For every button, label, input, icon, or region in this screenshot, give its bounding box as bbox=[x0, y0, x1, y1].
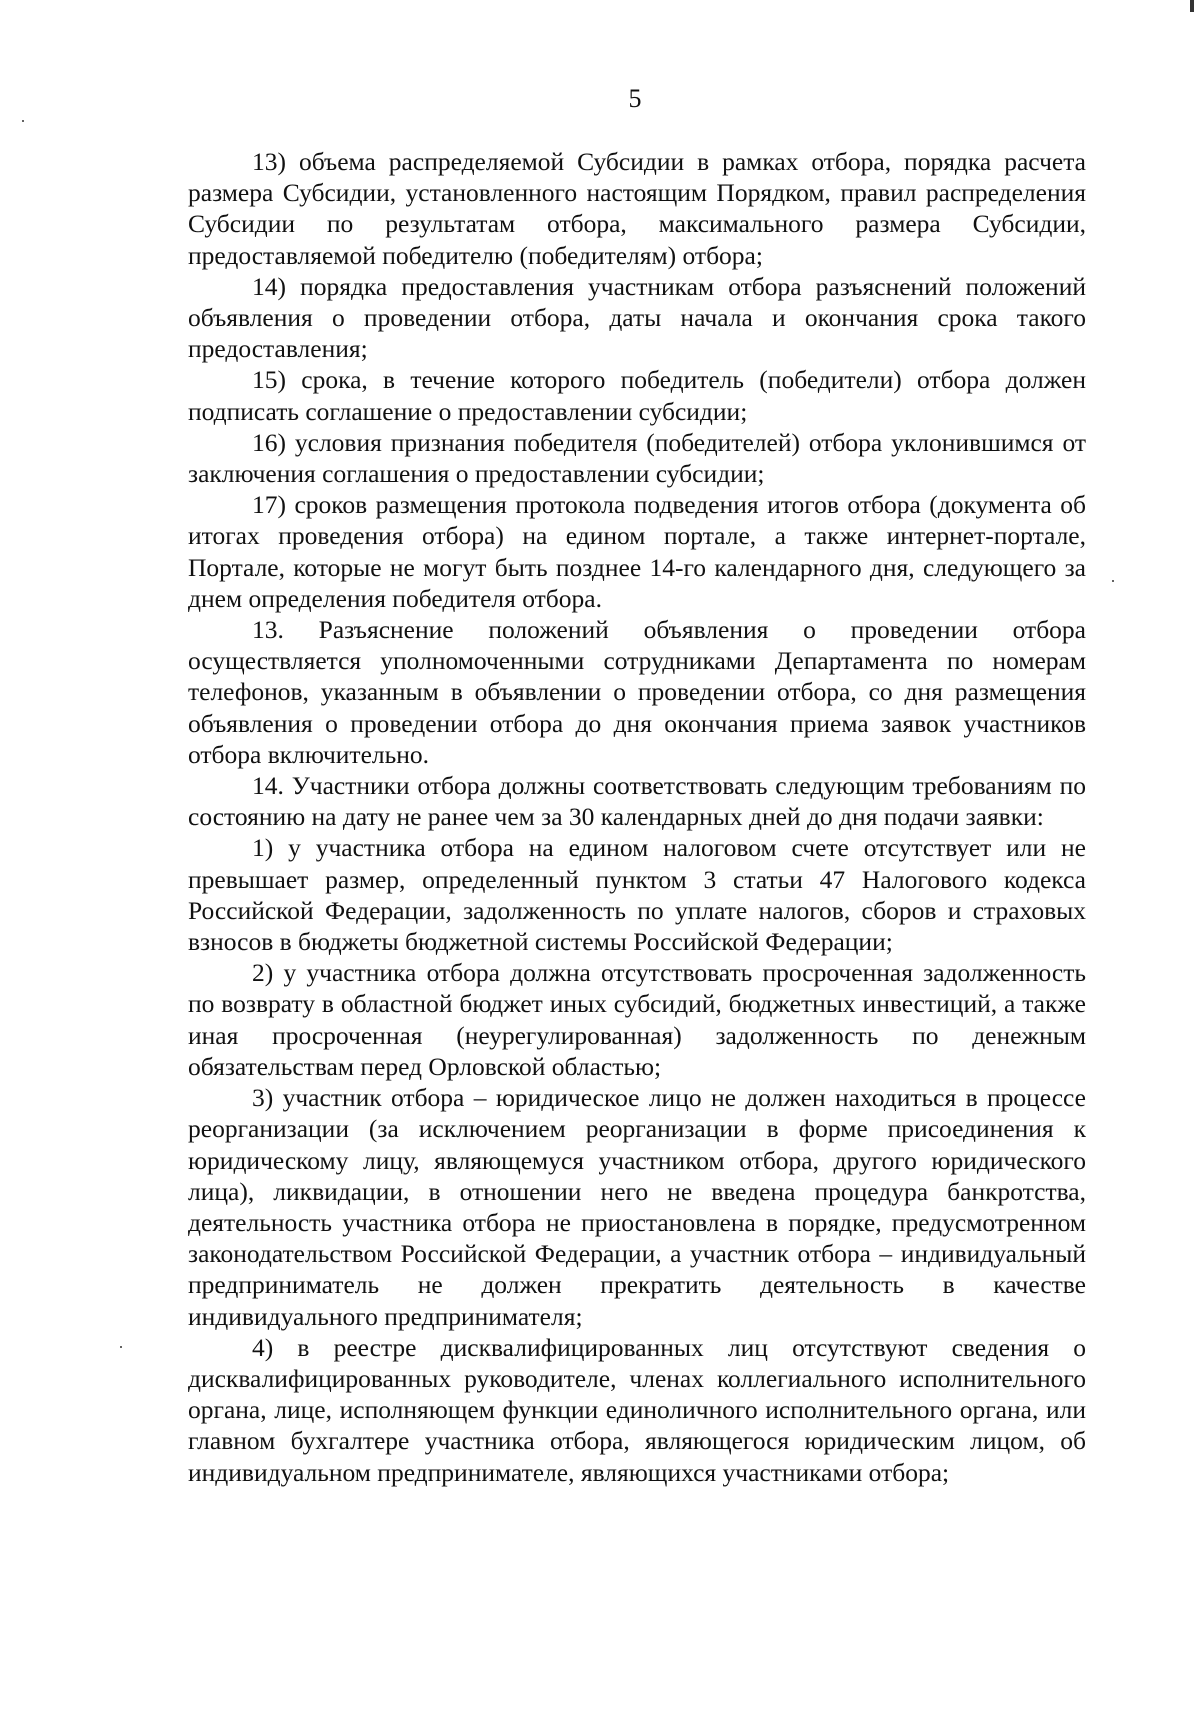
paragraph-item-15: 15) срока, в течение которого победитель (победители) отбора должен подписать соглашение о предоставлении субсидии; bbox=[188, 365, 1086, 426]
document-body bbox=[188, 146, 1086, 1488]
scan-artifact-dot bbox=[1112, 580, 1114, 582]
paragraph-requirement-1: 1) у участника отбора на едином налоговом счете отсутствует или не превышает размер, определенный пунктом 3 статьи 47 Налогового кодекса Российской Федерации, задолженность по уплате налогов, сборов и страховых взносов в бюджеты бюджетной системы Российской Федерации; bbox=[188, 833, 1086, 957]
paragraph-clause-13: 13. Разъяснение положений объявления о проведении отбора осуществляется уполномоченными сотрудниками Департамента по номерам телефонов, указанным в объявлении о проведении отбора, со дня размещения объявления о проведении отбора до дня окончания приема заявок участников отбора включительно. bbox=[188, 615, 1086, 769]
paragraph-item-13: 13) объема распределяемой Субсидии в рамках отбора, порядка расчета размера Субсидии, установленного настоящим Порядком, правил распределения Субсидии по результатам отбора, максимального размера Субсидии, предоставляемой победителю (победителям) отбора; bbox=[188, 147, 1086, 270]
paragraph-item-14: 14) порядка предоставления участникам отбора разъяснений положений объявления о проведении отбора, даты начала и окончания срока такого предоставления; bbox=[188, 271, 1086, 364]
scan-artifact-mark bbox=[1190, 0, 1194, 12]
paragraph-requirement-4: 4) в реестре дисквалифицированных лиц отсутствуют сведения о дисквалифицированных руководителе, членах коллегиального исполнительного органа, лице, исполняющем функции единоличного исполнительного органа, или главном бухгалтере участника отбора, являющегося юридическим лицом, об индивидуальном предпринимателе, являющихся участниками отбора; bbox=[188, 1332, 1086, 1487]
paragraph-clause-14: 14. Участники отбора должны соответствовать следующим требованиям по состоянию на дату не ранее чем за 30 календарных дней до дня подачи заявки: bbox=[188, 771, 1086, 832]
scan-artifact-dot bbox=[22, 120, 24, 122]
paragraph-item-16: 16) условия признания победителя (победителей) отбора уклонившимся от заключения соглашения о предоставлении субсидии; bbox=[188, 427, 1086, 489]
paragraph-requirement-3: 3) участник отбора – юридическое лицо не должен находиться в процессе реорганизации (за исключением реорганизации в форме присоединения к юридическому лицу, являющемуся участником отбора, другого юридического лица), ликвидации, в отношении него не введена процедура банкротства, деятельность участника отбора не приостановлена в порядке, предусмотренном законодательством Российской Федерации, а участник отбора – индивидуальный предприниматель не должен прекратить деятельность в качестве индивидуального предпринимателя; bbox=[188, 1083, 1086, 1331]
paragraph-item-17: 17) сроков размещения протокола подведения итогов отбора (документа об итогах проведения отбора) на едином портале, а также интернет-портале, Портале, которые не могут быть позднее 14-го календарного дня, следующего за днем определения победителя отбора. bbox=[188, 490, 1086, 613]
paragraph-requirement-2: 2) у участника отбора должна отсутствовать просроченная задолженность по возврату в областной бюджет иных субсидий, бюджетных инвестиций, а также иная просроченная (неурегулированная) задолженность по денежным обязательствам перед Орловской областью; bbox=[188, 958, 1086, 1081]
scan-artifact-dot bbox=[120, 1346, 122, 1348]
page-number: 5 bbox=[628, 84, 642, 113]
